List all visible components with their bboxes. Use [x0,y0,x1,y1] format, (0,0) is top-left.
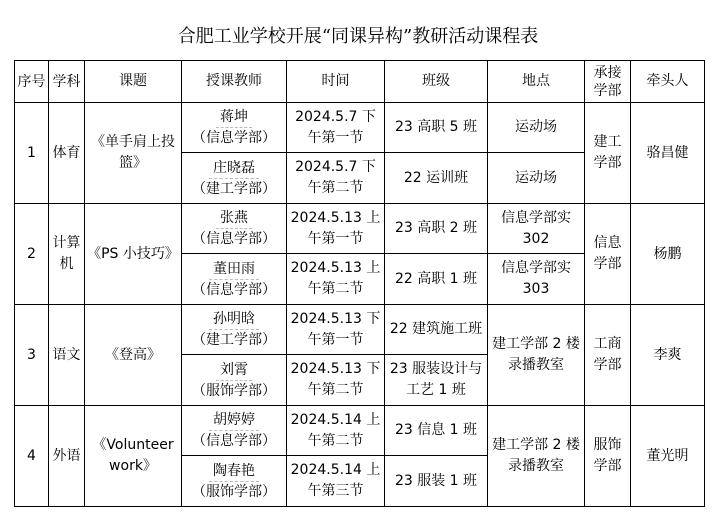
table-row [15,204,705,254]
teacher-cell [182,355,287,406]
row-no: 3 [15,305,49,406]
row-topic: 《PS 小技巧》 [85,204,182,305]
place-cell: 信息学部实 302 [488,204,585,254]
row-subject: 体育 [49,103,85,204]
dept-cell: 建工学部 [585,103,631,204]
teacher-cell [182,456,287,507]
teacher-name: 陶春艳 [209,461,259,482]
teacher-name: 董田雨 [209,259,259,280]
row-subject: 计算机 [49,204,85,305]
row-subject: 语文 [49,305,85,406]
teacher-name: 张燕 [216,208,252,229]
class-cell: 22 运训班 [385,153,488,204]
teacher-dept: （建工学部） [192,180,276,197]
row-no: 1 [15,103,49,204]
class-cell: 23 服装 1 班 [385,456,488,507]
class-cell: 23 信息 1 班 [385,406,488,456]
place-cell: 运动场 [488,153,585,204]
teacher-dept: （服饰学部） [192,483,276,500]
class-cell: 22 高职 1 班 [385,254,488,305]
teacher-dept: （信息学部） [192,130,276,146]
row-subject: 外语 [49,406,85,507]
teacher-name: 蒋坤 [216,107,252,128]
header-row [15,61,705,103]
time-cell: 2024.5.13 上午第二节 [287,254,385,305]
time-cell: 2024.5.7 下午第一节 [287,103,385,153]
class-cell: 23 服装设计与工艺 1 班 [385,355,488,406]
header-leader: 牵头人 [631,61,705,103]
row-no: 2 [15,204,49,305]
teacher-cell [182,153,287,204]
row-topic: 《单手肩上投篮》 [85,103,182,204]
table-row [15,103,705,153]
teacher-dept: （建工学部） [192,332,276,348]
row-topic: 《登高》 [85,305,182,406]
teacher-dept: （信息学部） [192,231,276,247]
page-title: 合肥工业学校开展“同课异构”教研活动课程表 [177,26,539,47]
header-dept: 承接学部 [585,61,631,103]
place-cell: 信息学部实 303 [488,254,585,305]
table-row [15,305,705,355]
row-no: 4 [15,406,49,507]
time-cell: 2024.5.13 上午第一节 [287,204,385,254]
teacher-cell [182,305,287,355]
header-place: 地点 [488,61,585,103]
time-cell: 2024.5.14 上午第三节 [287,456,385,507]
header-subject: 学科 [49,61,85,103]
header-no: 序号 [15,61,49,103]
time-cell: 2024.5.13 下午第一节 [287,305,385,355]
teacher-cell [182,254,287,305]
row-topic: 《Volunteer work》 [85,406,182,507]
teacher-cell [182,103,287,153]
leader-cell: 骆昌健 [631,103,705,204]
teacher-dept: （信息学部） [192,433,276,449]
time-cell: 2024.5.13 下午第二节 [287,355,385,406]
time-cell: 2024.5.14 上午第二节 [287,406,385,456]
teacher-name: 孙明晗 [209,309,259,330]
header-teacher: 授课教师 [182,61,287,103]
time-cell: 2024.5.7 下午第二节 [287,153,385,204]
dept-cell: 服饰学部 [585,406,631,507]
leader-cell: 杨鹏 [631,204,705,305]
teacher-name: 胡婷婷 [209,410,259,431]
class-cell: 23 高职 5 班 [385,103,488,153]
teacher-dept: （信息学部） [192,281,276,298]
teacher-dept: （服饰学部） [192,382,276,399]
place-cell: 运动场 [488,103,585,153]
leader-cell: 李爽 [631,305,705,406]
header-topic: 课题 [85,61,182,103]
header-time: 时间 [287,61,385,103]
table-row [15,406,705,456]
teacher-name: 刘霄 [216,360,252,381]
dept-cell: 工商学部 [585,305,631,406]
schedule-table [14,60,705,507]
dept-cell: 信息学部 [585,204,631,305]
class-cell: 22 建筑施工班 [385,305,488,355]
class-cell: 23 高职 2 班 [385,204,488,254]
header-class: 班级 [385,61,488,103]
teacher-cell [182,406,287,456]
place-cell: 建工学部 2 楼录播教室 [488,406,585,507]
place-cell: 建工学部 2 楼录播教室 [488,305,585,406]
leader-cell: 董光明 [631,406,705,507]
teacher-cell [182,204,287,254]
teacher-name: 庄晓磊 [209,158,259,179]
